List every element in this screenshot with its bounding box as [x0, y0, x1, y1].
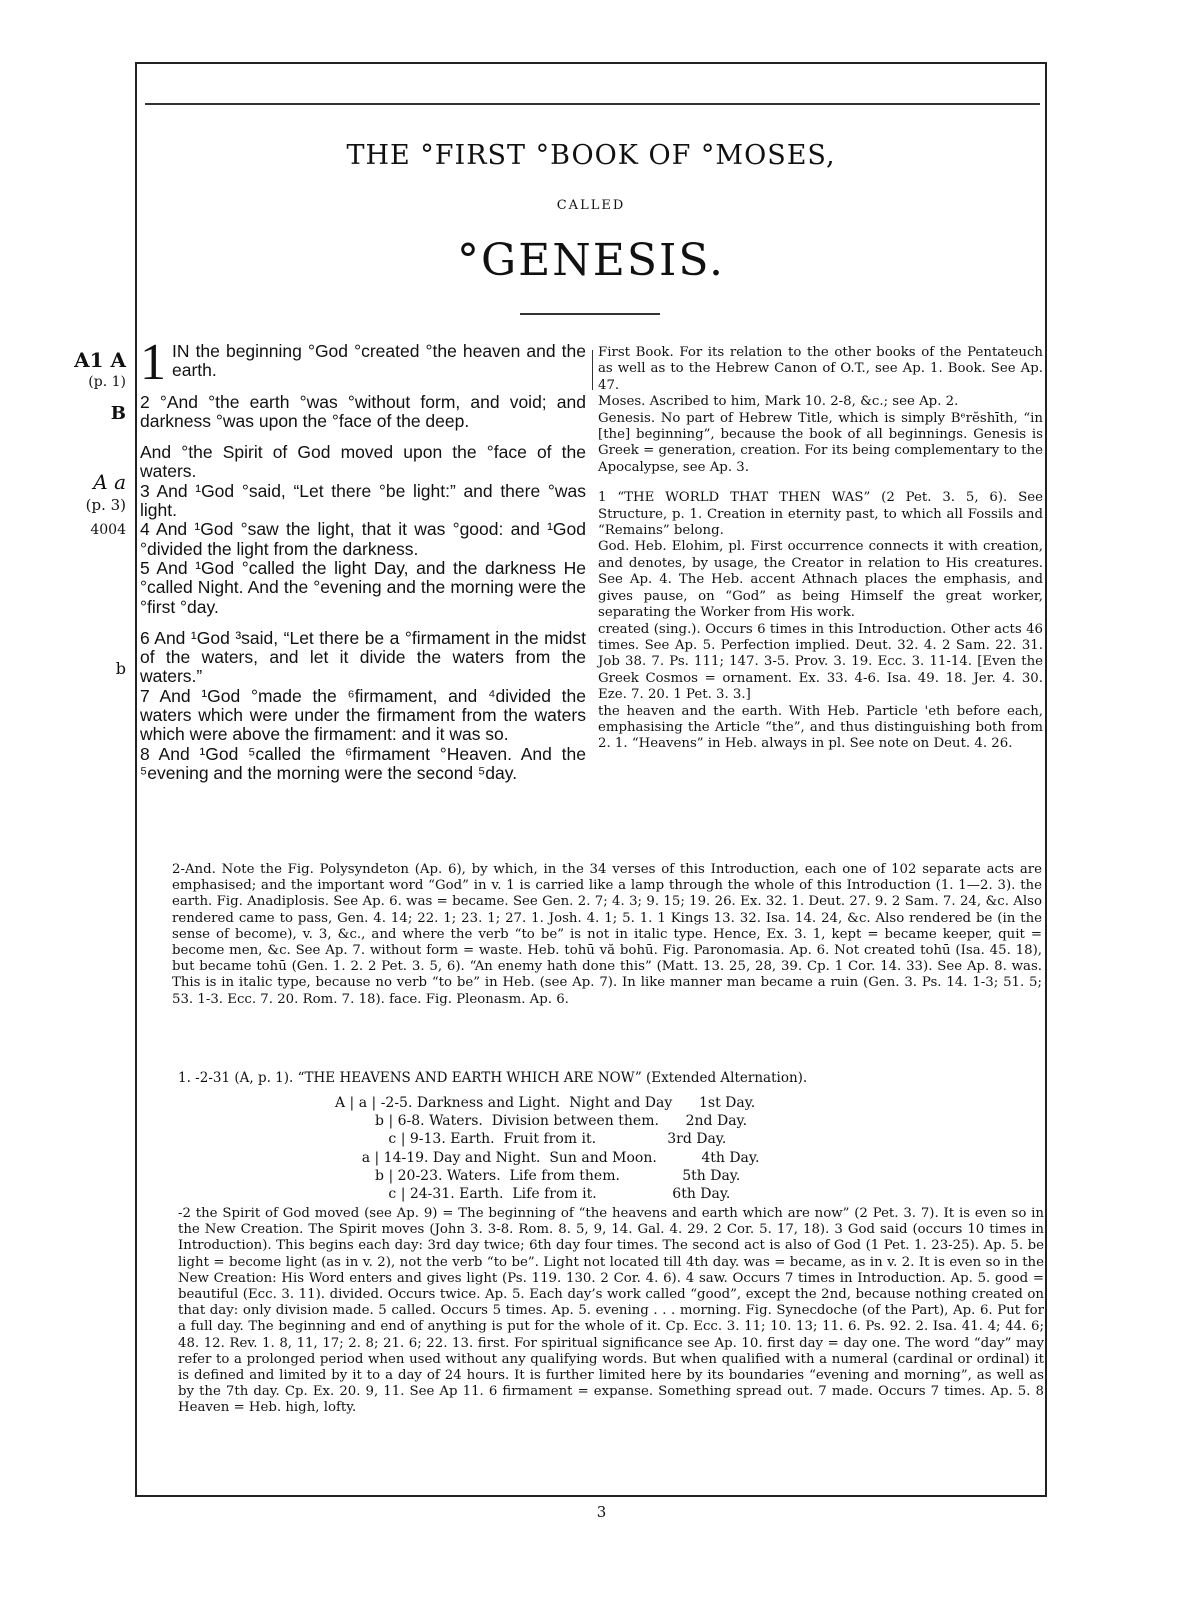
margin-ref-aa: A a [93, 470, 126, 494]
verse-2a: 2 °And °the earth °was °without form, and void; and darkness °was upon the °face of the deep. [140, 391, 586, 431]
margin-ref-b: B [110, 403, 126, 424]
note-created: created (sing.). Occurs 6 times in this Introduction. Other acts 46 times. See Ap. 5. Perfection implied. Deut. 32. 4. 2 Sam. 22. 31. Job 38. 7. Ps. 111; 147. 3-5. Prov. 3. 19. Ecc. 3. 11-14. [Even the Greek Cosmos = ornament. Ex. 33. 4-6. Isa. 49. 18. Jer. 4. 30. Eze. 7. 20. 1 Pet. 3. 3.] [598, 621, 1043, 703]
structure-row: b | 20-23. Waters. Life from them. 5th Day. [335, 1167, 741, 1184]
book-name: °GENESIS. [457, 235, 725, 286]
structure-row: a | 14-19. Day and Night. Sun and Moon. 4th Day. [335, 1149, 760, 1166]
verse-6: 6 And ¹God ³said, “Let there be a °firmament in the midst of the waters, and let it divide the waters from the waters.” [140, 627, 586, 687]
notes-spirit-moved: -2 the Spirit of God moved (see Ap. 9) = The beginning of “the heavens and earth which are now” (2 Pet. 3. 7). It is even so in the New Creation. The Spirit moves (John 3. 3-8. Rom. 8. 5, 9, 14. Gal. 4. 29. 2 Cor. 5. 17, 18). 3 God said (occurs 10 times in Introduction). This begins each day: 3rd day twice; 6th day four times. The second act is also of God (1 Pet. 1. 23-25). Ap. 5. be light = become light (as in v. 2), not the verb “to be”. Light not located till 4th day. was = became, as in v. 2. It is even so in the New Creation: His Word enters and gives light (Ps. 119. 130. 2 Cor. 4. 6). 4 saw. Occurs 7 times in Introduction. Ap. 5. good = beautiful (Ecc. 3. 11). divided. Occurs twice. Ap. 5. Each day’s work called “good”, except the 2nd, because nothing created on that day: only division made. 5 called. Occurs 5 times. Ap. 5. evening . . . morning. Fig. Synecdoche (of the Part), Ap. 6. Put for a full day. The beginning and end of anything is put for the whole of it. Cp. Ecc. 3. 11; 10. 13; 11. 6. Ps. 92. 2. Isa. 41. 4; 44. 6; 48. 12. Rev. 1. 8, 11, 17; 2. 8; 21. 6; 22. 13. first. For spiritual significance see Ap. 10. first day = day one. The word “day” may refer to a prolonged period when used without any qualifying words. But when qualified with a numeral (cardinal or ordinal) it is defined and limited by it to a day of 24 hours. It is further limited here by its boundaries “evening and morning”, as well as by the 7th day. Cp. Ex. 20. 9, 11. See Ap 11. 6 firmament = expanse. Something spread out. 7 made. Occurs 7 times. Ap. 5. 8 Heaven = Heb. high, lofty. [178, 1206, 1044, 1416]
called-label: CALLED [556, 198, 626, 213]
structure-table [335, 1094, 759, 1203]
verse-2b: And °the Spirit of God moved upon the °face of the waters. [140, 442, 586, 482]
book-title: THE °FIRST °BOOK OF °MOSES, [346, 140, 836, 171]
scripture-column [140, 334, 586, 783]
chapter-number: 1 [140, 334, 166, 391]
note-first-book: First Book. For its relation to the other books of the Pentateuch as well as to the Hebrew Canon of O.T., see Ap. 1. Book. See Ap. 47. [598, 345, 1043, 393]
verse-8: 8 And ¹God ⁵called the ⁶firmament °Heaven. And the ⁵evening and the morning were the second ⁵day. [140, 743, 586, 783]
margin-year: 4004 [90, 522, 126, 538]
verse-5: 5 And ¹God °called the light Day, and the darkness He °called Night. And the °evening and the morning were the °first °day. [140, 557, 586, 617]
structure-row: c | 24-31. Earth. Life from it. 6th Day. [335, 1186, 731, 1203]
margin-ref-p1: (p. 1) [88, 374, 126, 390]
top-rule [145, 103, 1040, 105]
notes-column [598, 345, 1043, 753]
page-number: 3 [596, 1503, 607, 1521]
note-heaven-earth: the heaven and the earth. With Heb. Particle 'eth before each, emphasising the Article “the”, and thus distinguishing both from 2. 1. “Heavens” in Heb. always in pl. See note on Deut. 4. 26. [598, 703, 1043, 752]
margin-ref-b-small: b [115, 659, 126, 678]
note-world-then: 1 “THE WORLD THAT THEN WAS” (2 Pet. 3. 5, 6). See Structure, p. 1. Creation in eternity past, to which all Fossils and “Remains” belong. [598, 490, 1043, 539]
structure-row: b | 6-8. Waters. Division between them. 2nd Day. [335, 1113, 748, 1130]
structure-heading: 1. -2-31 (A, p. 1). “THE HEAVENS AND EARTH WHICH ARE NOW” (Extended Alternation). [178, 1070, 808, 1086]
note-genesis: Genesis. No part of Hebrew Title, which is simply Bᵉrĕshīth, “in [the] beginning”, because the book of all beginnings. Genesis is Greek = generation, creation. For its being complementary to the Apocalypse, see Ap. 3. [598, 410, 1043, 475]
title-divider [520, 313, 660, 315]
margin-ref-p3: (p. 3) [85, 496, 126, 514]
note-god: God. Heb. Elohim, pl. First occurrence connects it with creation, and denotes, by usage, the Creator in relation to His creatures. See Ap. 4. The Heb. accent Athnach places the emphasis, and gives pause, on “God” as being Himself the great worker, separating the Worker from His work. [598, 539, 1043, 621]
verse-3: 3 And ¹God °said, “Let there °be light:” and there °was light. [140, 480, 586, 521]
verse-7: 7 And ¹God °made the ⁶firmament, and ⁴divided the waters which were under the firmament from the waters which were above the firmament: and it was so. [140, 685, 586, 745]
column-divider [592, 350, 593, 390]
verse-1: 1 IN the beginning °God °created °the heaven and the earth. [140, 334, 586, 391]
notes-verse-2: 2-And. Note the Fig. Polysyndeton (Ap. 6), by which, in the 34 verses of this Introduction, each one of 102 separate acts are emphasised; and the important word “God” in v. 1 is carried like a lamp through the whole of this Introduction (1. 1—2. 3). the earth. Fig. Anadiplosis. See Ap. 6. was = became. See Gen. 2. 7; 4. 3; 9. 15; 19. 26. Ex. 32. 1. Deut. 27. 9. 2 Sam. 7. 24, &c. Also rendered came to pass, Gen. 4. 14; 22. 1; 23. 1; 27. 1. Josh. 4. 1; 5. 1. 1 Kings 13. 32. Isa. 14. 24, &c. Also rendered be (in the sense of become), v. 3, &c., and where the verb “to be” is not in italic type. Hence, Ex. 3. 1, kept = became keeper, quit = become men, &c. See Ap. 7. without form = waste. Heb. tohū vă bohū. Fig. Paronomasia. Ap. 6. Not created tohū (Isa. 45. 18), but became tohū (Gen. 1. 2. 2 Pet. 3. 5, 6). “An enemy hath done this” (Matt. 13. 25, 28, 39. Cp. 1 Cor. 14. 33). See Ap. 8. was. This is in italic type, because no verb “to be” in Heb. (see Ap. 7). In like manner man became a ruin (Gen. 3. Ps. 14. 1-3; 51. 5; 53. 1-3. Ecc. 7. 20. Rom. 7. 18). face. Fig. Pleonasm. Ap. 6. [172, 862, 1042, 1007]
verse-4: 4 And ¹God °saw the light, that it was °good: and ¹God °divided the light from the darkness. [140, 519, 586, 559]
note-moses: Moses. Ascribed to him, Mark 10. 2-8, &c.; see Ap. 2. [598, 394, 959, 410]
margin-ref-a1: A1 A [74, 348, 126, 372]
structure-row: A | a | -2-5. Darkness and Light. Night and Day 1st Day. [335, 1095, 756, 1111]
structure-row: c | 9-13. Earth. Fruit from it. 3rd Day. [335, 1131, 727, 1148]
